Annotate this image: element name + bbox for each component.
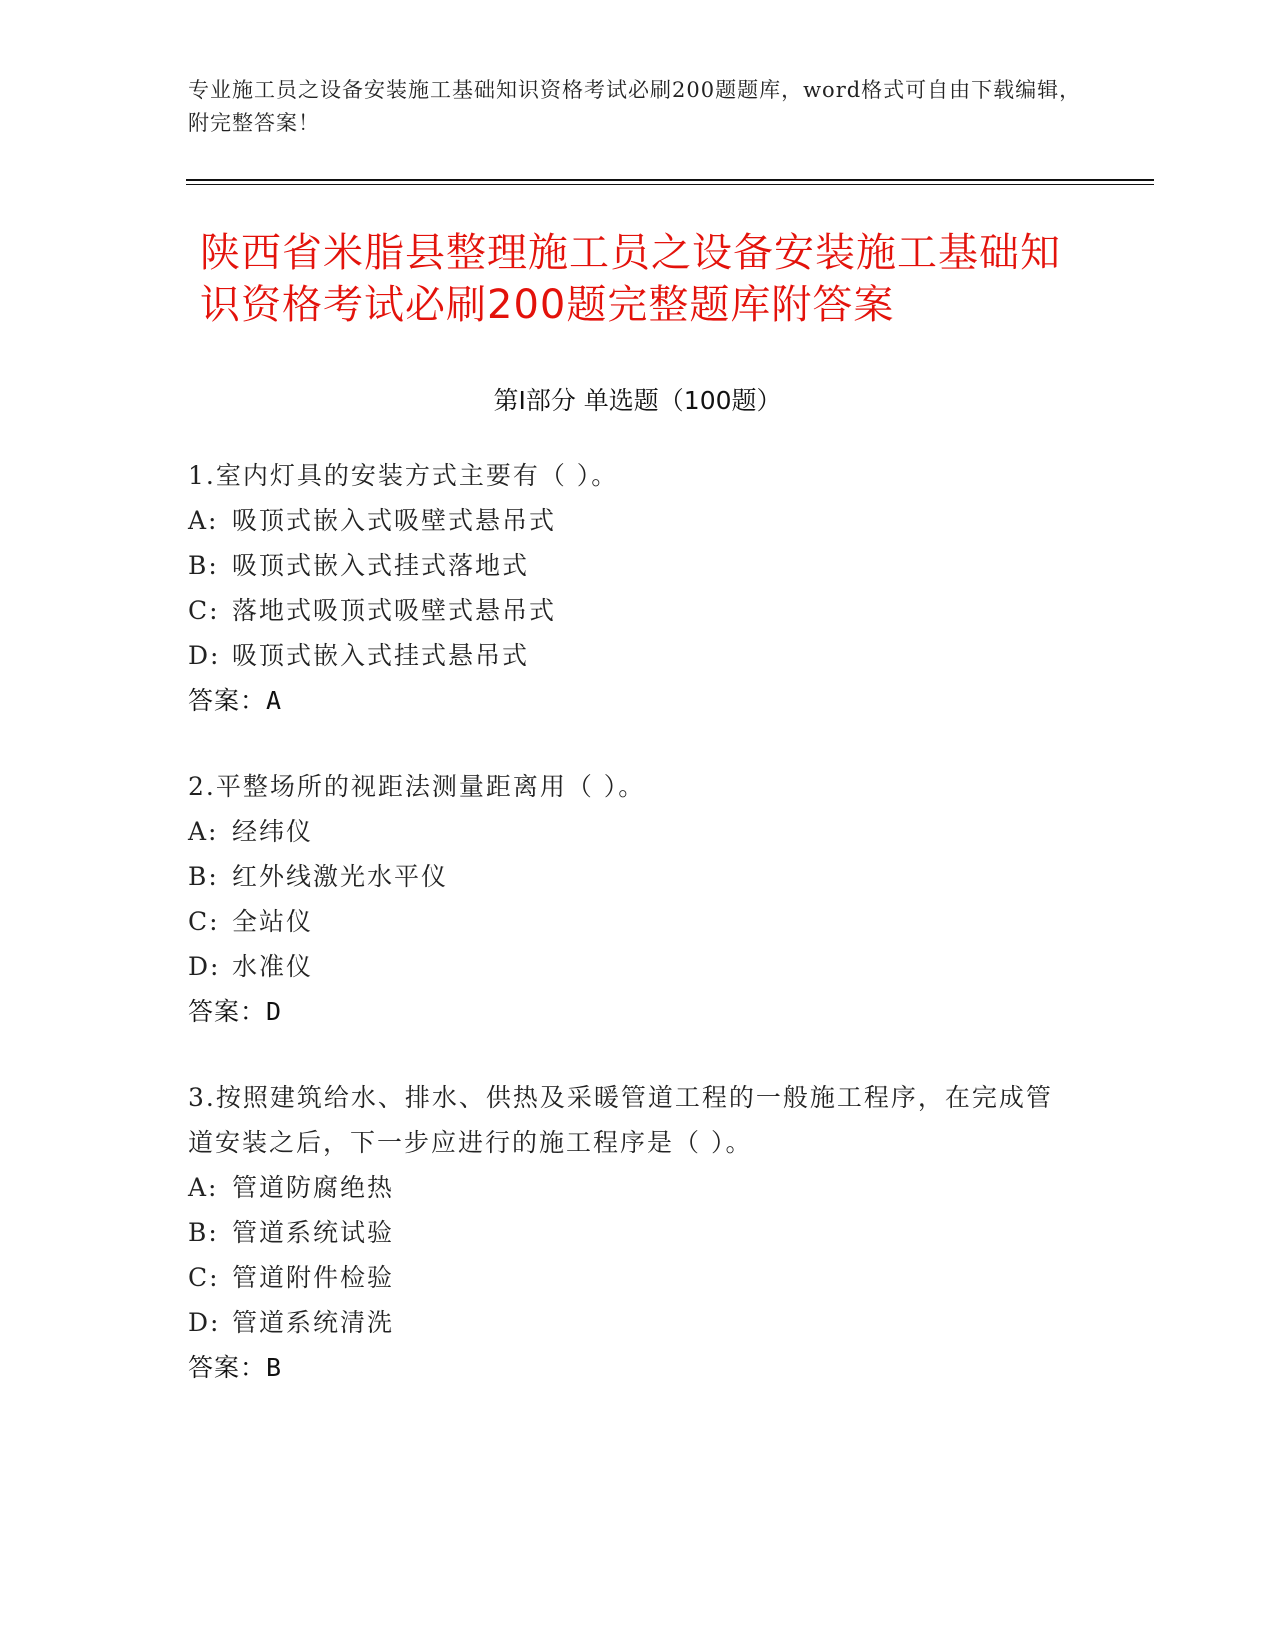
answer-label: 答案： [188, 997, 267, 1026]
header-divider-thick [186, 179, 1154, 181]
option-text: 管道附件检验 [232, 1263, 395, 1292]
option-c [188, 588, 1088, 633]
section-title: 第Ⅰ部分 单选题（100题） [493, 386, 782, 415]
option-text: 水准仪 [232, 952, 314, 981]
header-note: 专业施工员之设备安装施工基础知识资格考试必刷200题题库，word格式可自由下载编辑，附完整答案！ [188, 78, 1082, 135]
option-text: 管道系统清洗 [232, 1308, 395, 1337]
option-c [188, 1255, 1058, 1300]
option-a [188, 498, 1088, 543]
answer-label: 答案： [188, 686, 267, 715]
answer-value: B [266, 1353, 282, 1382]
answer-value: A [266, 686, 282, 715]
answer-label: 答案： [188, 1353, 267, 1382]
option-text: 管道防腐绝热 [232, 1173, 395, 1202]
option-text: 红外线激光水平仪 [232, 862, 449, 891]
option-key: C: [188, 907, 220, 936]
answer-line [188, 678, 1088, 723]
document-title: 陕西省米脂县整理施工员之设备安装施工基础知识资格考试必刷200题完整题库附答案 [200, 230, 1061, 328]
option-text: 吸顶式嵌入式挂式落地式 [232, 551, 530, 580]
question-stem: 3.按照建筑给水、排水、供热及采暖管道工程的一般施工程序，在完成管道安装之后，下一步应进行的施工程序是（ ）。 [188, 1083, 1053, 1157]
option-key: C: [188, 596, 220, 625]
option-key: B: [188, 862, 219, 891]
option-c [188, 899, 1088, 944]
option-text: 全站仪 [232, 907, 314, 936]
question-2 [188, 764, 1088, 1034]
question-1 [188, 453, 1088, 723]
option-d [188, 944, 1088, 989]
option-key: D: [188, 641, 221, 670]
header-divider-thin [186, 184, 1154, 185]
answer-value: D [266, 997, 282, 1026]
option-d [188, 1300, 1058, 1345]
question-stem: 1.室内灯具的安装方式主要有（ ）。 [188, 461, 619, 490]
option-a [188, 1165, 1058, 1210]
option-key: B: [188, 1218, 219, 1247]
option-key: A: [188, 1173, 219, 1202]
option-key: A: [188, 817, 219, 846]
option-text: 落地式吸顶式吸壁式悬吊式 [232, 596, 557, 625]
option-d [188, 633, 1088, 678]
option-key: D: [188, 952, 221, 981]
option-text: 经纬仪 [232, 817, 314, 846]
option-key: C: [188, 1263, 220, 1292]
option-key: A: [188, 506, 219, 535]
option-text: 吸顶式嵌入式挂式悬吊式 [232, 641, 530, 670]
option-key: D: [188, 1308, 221, 1337]
option-text: 吸顶式嵌入式吸壁式悬吊式 [232, 506, 557, 535]
question-stem: 2.平整场所的视距法测量距离用（ ）。 [188, 772, 646, 801]
answer-line [188, 1345, 1058, 1390]
option-b [188, 1210, 1058, 1255]
option-a [188, 809, 1088, 854]
answer-line [188, 989, 1088, 1034]
question-3 [188, 1075, 1058, 1390]
option-text: 管道系统试验 [232, 1218, 395, 1247]
option-key: B: [188, 551, 219, 580]
option-b [188, 854, 1088, 899]
option-b [188, 543, 1088, 588]
